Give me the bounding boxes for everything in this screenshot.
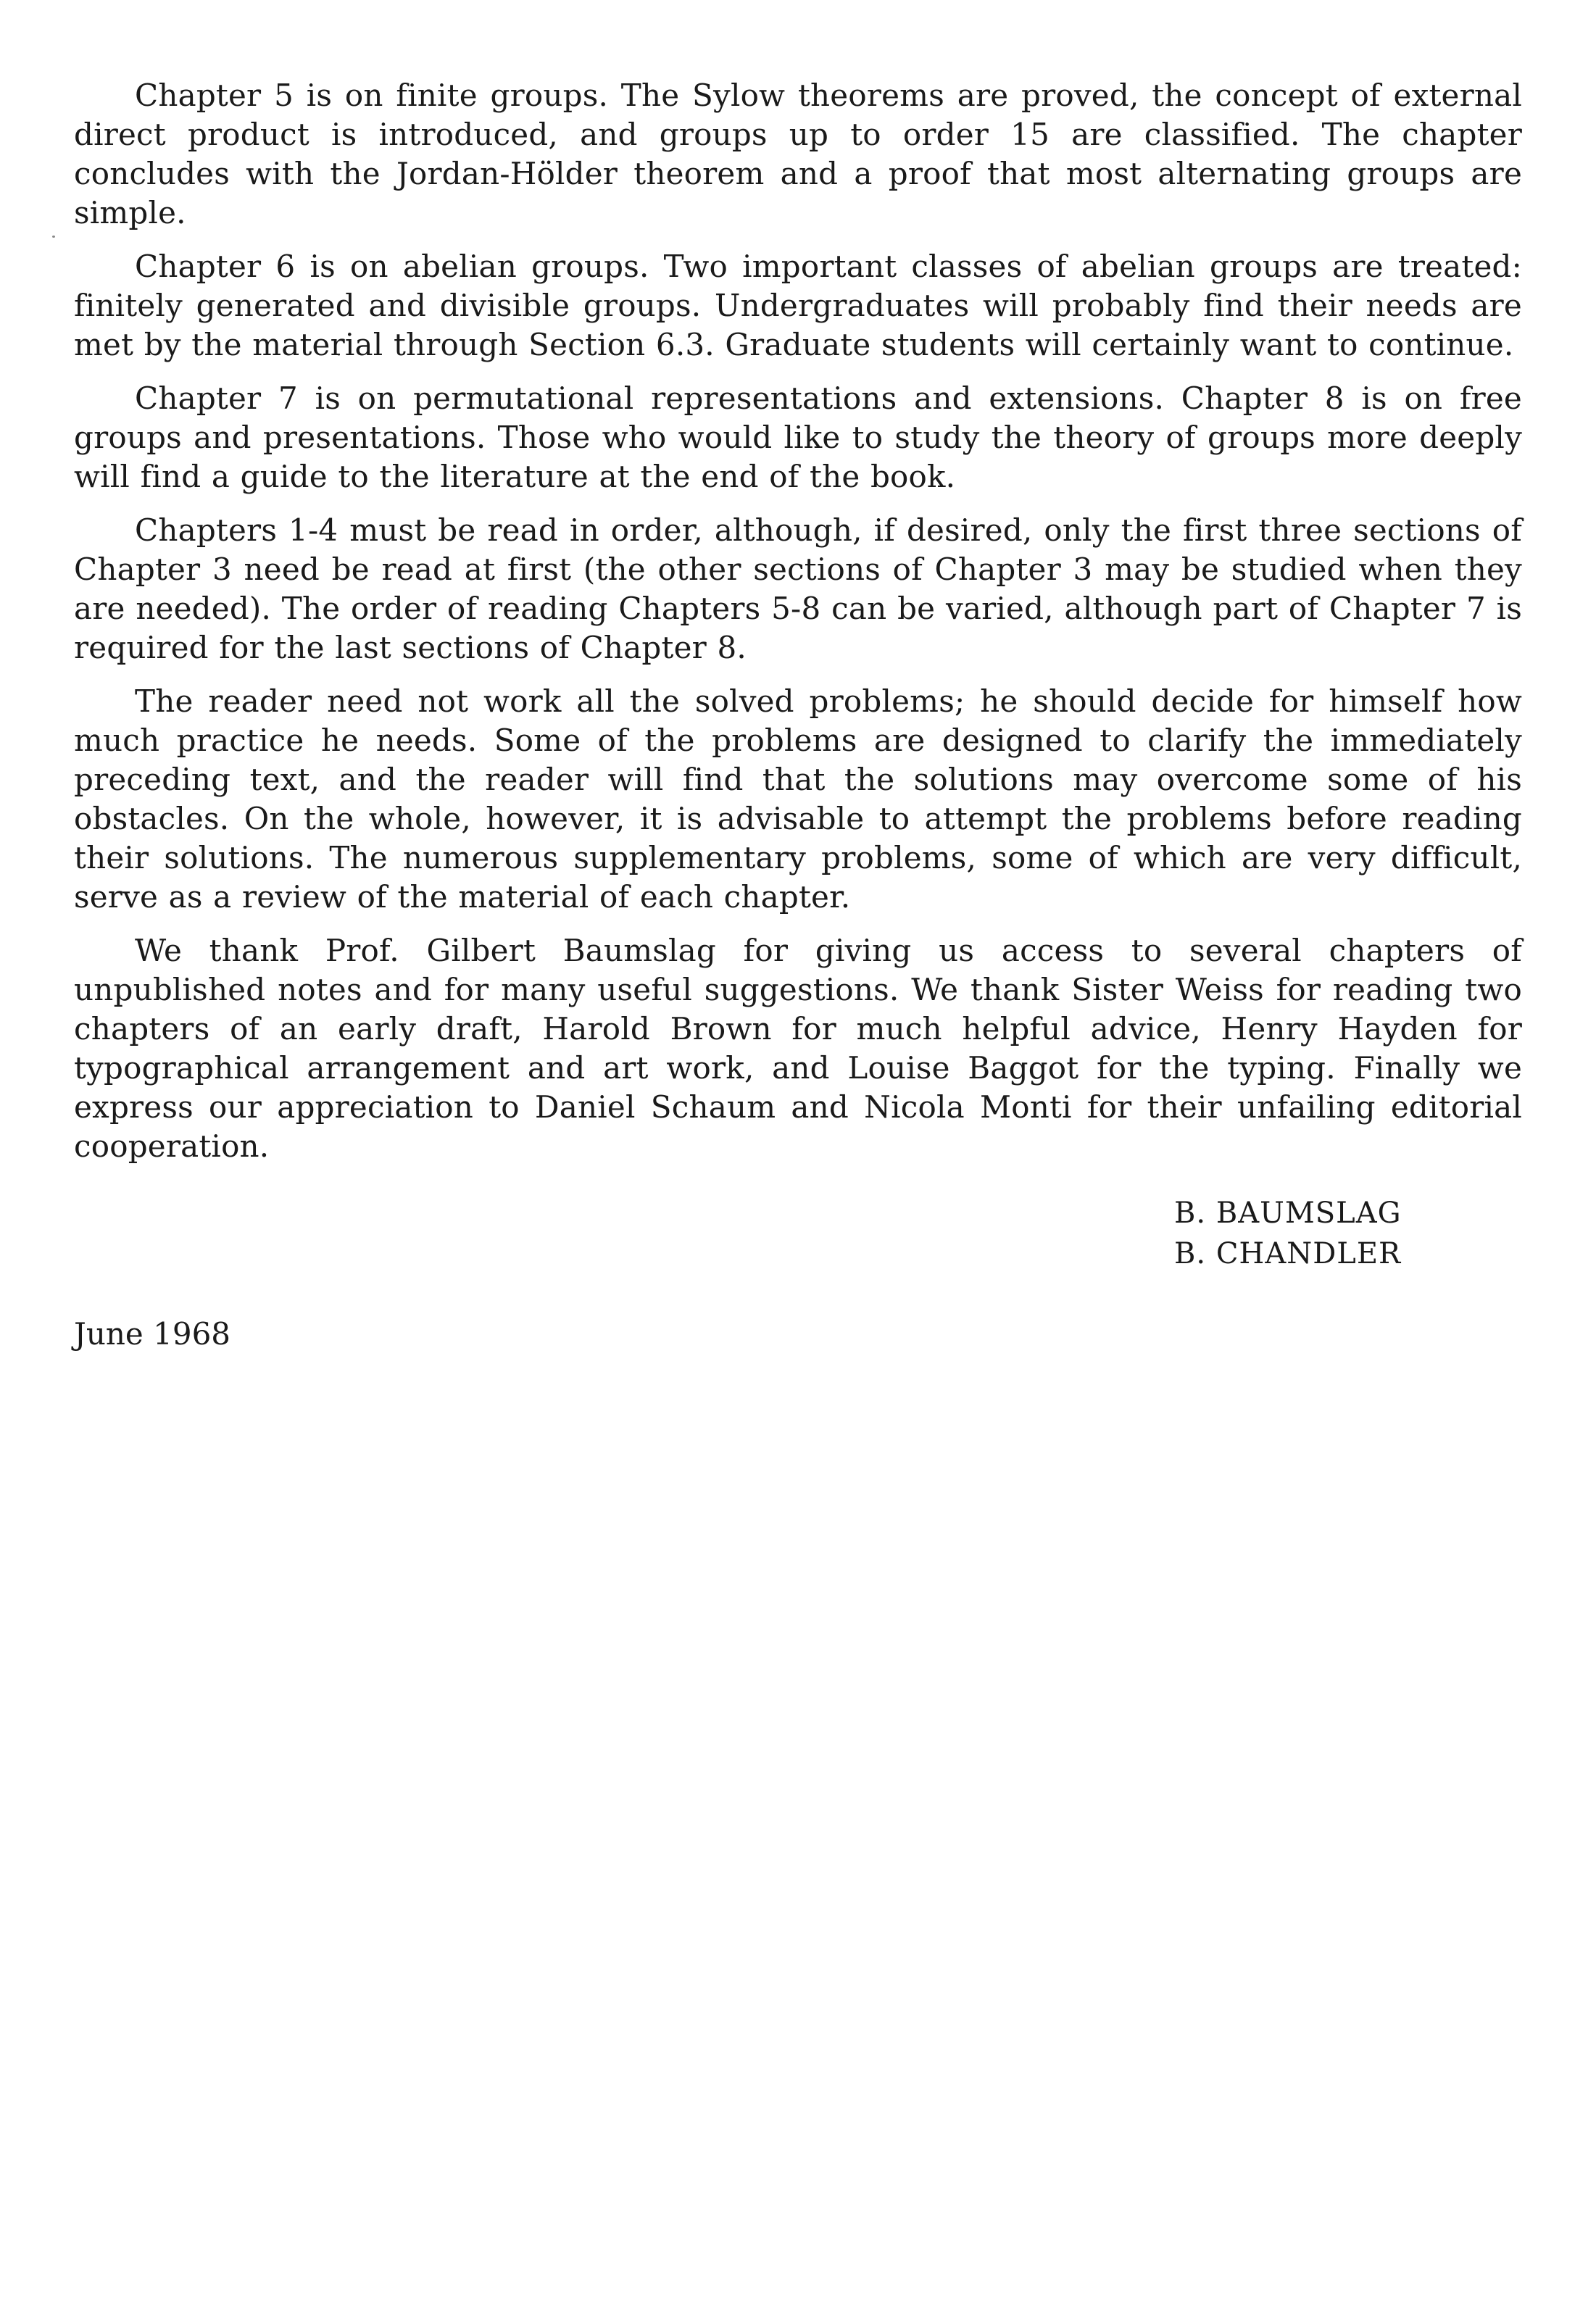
paragraph-chapter-7-8: Chapter 7 is on permutational representations and extensions. Chapter 8 is on free groups and presentations. Those who would like to study the theory of groups more deeply will find a guide to the literature at the end of the book. xyxy=(74,380,1522,494)
paragraph-problems: The reader need not work all the solved problems; he should decide for himself how much practice he needs. Some of the problems are designed to clarify the immediately preceding text, and the reader will find that the solutions may overcome some of his obstacles. On the whole, however, it is advisable to attempt the problems before reading their solutions. The numerous supplementary problems, some of which are very difficult, serve as a review of the material of each chapter. xyxy=(74,683,1522,915)
author-name-chandler: B. CHANDLER xyxy=(1174,1237,1402,1270)
paragraph-acknowledgements: We thank Prof. Gilbert Baumslag for giving us access to several chapters of unpublished notes and for many useful suggestions. We thank Sister Weiss for reading two chapters of an early draft, Harold Brown for much helpful advice, Henry Hayden for typographical arrangement and art work, and Louise Baggot for the typing. Finally we express our appreciation to Daniel Schaum and Nicola Monti for their unfailing editorial cooperation. xyxy=(74,933,1522,1164)
preface-body xyxy=(74,76,1522,1181)
scan-speck xyxy=(52,236,55,238)
paragraph-reading-order: Chapters 1-4 must be read in order, although, if desired, only the first three sections of Chapter 3 need be read at first (the other sections of Chapter 3 may be studied when they are needed). The order of reading Chapters 5-8 can be varied, although part of Chapter 7 is required for the last sections of Chapter 8. xyxy=(74,512,1522,665)
author-signatures xyxy=(1174,1193,1402,1274)
author-name-baumslag: B. BAUMSLAG xyxy=(1174,1197,1402,1230)
preface-date: June 1968 xyxy=(74,1316,231,1352)
paragraph-chapter-6: Chapter 6 is on abelian groups. Two important classes of abelian groups are treated: finitely generated and divisible groups. Undergraduates will probably find their needs are met by the material through Section 6.3. Graduate students will certainly want to continue. xyxy=(74,249,1522,362)
paragraph-chapter-5: Chapter 5 is on finite groups. The Sylow theorems are proved, the concept of external direct product is introduced, and groups up to order 15 are classified. The chapter concludes with the Jordan-Hölder theorem and a proof that most alternating groups are simple. xyxy=(74,78,1522,230)
